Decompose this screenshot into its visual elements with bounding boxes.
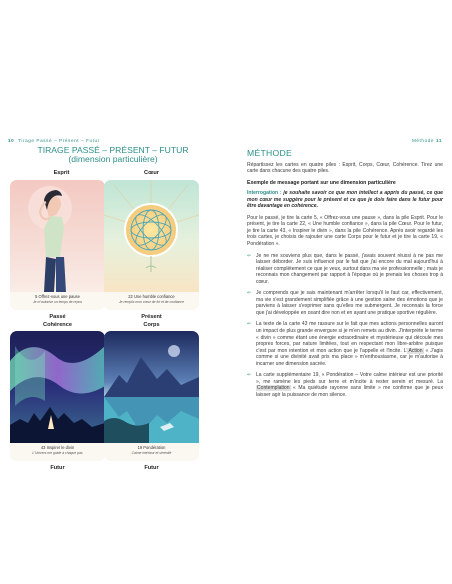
quote-arrow-icon: ⇐ xyxy=(247,290,252,297)
interrogation-paragraph xyxy=(247,190,443,210)
label-present: Présent xyxy=(141,314,162,320)
interrogation-text: je souhaite savoir ce que mon intellect a appris du passé, ce que mon cœur me suggère pour le présent et ce que je dois faire dans le futur pour être davantage en cohérence. xyxy=(247,190,443,210)
left-running-head xyxy=(8,138,100,143)
card-caption xyxy=(104,443,199,461)
quote-arrow-icon: ⇐ xyxy=(247,321,252,328)
card-offrez-vous-une-pause xyxy=(10,180,105,310)
aurora-illustration xyxy=(10,331,105,443)
example-heading: Exemple de message portant sur une dimension particulière xyxy=(247,179,396,186)
right-running-title: Méthode xyxy=(411,138,435,143)
spread-title-line1: TIRAGE PASSÉ – PRÉSENT – FUTUR xyxy=(37,145,189,155)
method-column xyxy=(247,150,443,404)
card-une-humble-confiance xyxy=(104,180,199,310)
interrogation-lead: Interrogation : xyxy=(247,190,282,197)
section-title: MÉTHODE xyxy=(247,148,293,158)
card-caption xyxy=(104,292,199,310)
card-subtitle: L'Univers me guide à chaque pas xyxy=(32,451,83,455)
card-caption xyxy=(10,443,105,461)
bullet-text: Je ne me souviens plus que, dans le passé, j'avais souvent réussi à ne pas me laisser déborder. Je suis influencé par le fait que j'ai encore du mal aujourd'hui à réaliser complètement ce que je veux, surtout dans ma vie professionnelle ; mais je reconnais mon changement par rapport à l'époque où je prenais les choses trop à cœur. xyxy=(256,252,443,285)
bullet-text-part1: La carte supplémentaire 19, « Pondération – Votre calme intérieur est une priorité », me ramène les pieds sur terre et m'incite à rester serein et mesuré. La xyxy=(256,372,443,385)
label-esprit: Esprit xyxy=(53,170,70,176)
bullet-text-part2: « J'agis comme si une divinité avait pris ma place » m'enthousiasme, car je m'autorise à incarner une dimension sacrée. xyxy=(256,347,443,367)
label-futur-left: Futur xyxy=(50,465,65,471)
right-page-number: 11 xyxy=(435,138,442,143)
label-passe: Passé xyxy=(49,314,66,320)
interpretation-bullet-3 xyxy=(247,321,443,367)
card-subtitle: Je remplis mon cœur de foi et de confiance xyxy=(118,300,185,304)
card-caption xyxy=(10,292,105,310)
spread-title-line2: (dimension particulière) xyxy=(68,154,158,164)
card-number-title: 43 Inspirer le divin xyxy=(40,445,75,450)
interpretation-bullet-2 xyxy=(247,290,443,316)
card-subtitle: Je m'autorise un temps de repos xyxy=(32,300,83,304)
mountain-lake-illustration xyxy=(104,331,199,443)
card-number-title: 5 Offrez-vous une pause xyxy=(35,294,80,299)
left-running-title: Tirage Passé – Présent – Futur xyxy=(18,138,100,143)
draw-paragraph: Pour le passé, je tire la carte 5, « Offrez-vous une pause », dans la pile Esprit. Pour le présent, je tire la carte 22, « Une humble confiance », dans la pile Cœur. Pour le futur, je tire la carte 43, « Inspirer le divin », dans la pile Cohérence. Après avoir regardé les trois cartes, je choisis de rajouter une carte Corps pour le futur et je tire la carte 19, « Pondération ». xyxy=(247,214,443,248)
left-page-number: 10 xyxy=(8,138,15,143)
spread-title xyxy=(0,146,226,164)
card-subtitle: Calme intérieur et sérénité xyxy=(131,451,172,455)
bullet-text-part2: « Ma quiétude rayonne sans limite » me confirme que je peux laisser agir la puissance de mon silence. xyxy=(256,385,443,398)
mandala-sun-illustration xyxy=(104,180,199,292)
bullet-text-part1: La texte de la carte 43 me rassure sur le fait que mes actions personnelles auront un impact de plus grande envergure si je m'en remets au divin. J'interprète le terme « divin » comme étant une énergie extraordinaire et mystérieuse qui découle mes propres forces, par nature limitées, tout en respectant mon libre-arbitre puisque c'est par mon intention et mon action que je l'appelle et l'incite. L' xyxy=(256,321,443,354)
interpretation-bullet-4 xyxy=(247,372,443,398)
label-corps: Corps xyxy=(143,322,160,328)
quote-arrow-icon: ⇐ xyxy=(247,372,252,379)
quote-arrow-icon: ⇐ xyxy=(247,252,252,259)
highlight-action: Action xyxy=(408,347,423,354)
highlight-contemplation: Contemplation xyxy=(257,385,290,392)
label-coherence: Cohérence xyxy=(43,322,72,328)
bullet-text: Je comprends que je sais maintenant m'arrêter lorsqu'il le faut car, effectivement, ma vie s'est grandement simplifiée grâce à une gestion saine des émotions que je parviens à laisser s'exprimer sans qu'elles me submergent. Je reconnais la force que j'ai développée en osant dire non et en ayant une pratique sportive régulière. xyxy=(256,290,443,316)
card-inspirer-le-divin xyxy=(10,331,105,461)
label-futur-right: Futur xyxy=(144,465,159,471)
card-number-title: 22 Une humble confiance xyxy=(128,294,175,299)
intro-paragraph: Répartissez les cartes en quatre piles : Esprit, Corps, Cœur, Cohérence. Tirez une carte dans chacune des quatre piles. xyxy=(247,161,443,175)
right-running-head xyxy=(412,138,444,143)
interpretation-bullet-1 xyxy=(247,253,443,286)
card-ponderation xyxy=(104,331,199,461)
card-number-title: 19 Pondération xyxy=(137,445,166,450)
woman-meditating-illustration xyxy=(10,180,105,292)
label-coeur: Cœur xyxy=(144,170,159,176)
